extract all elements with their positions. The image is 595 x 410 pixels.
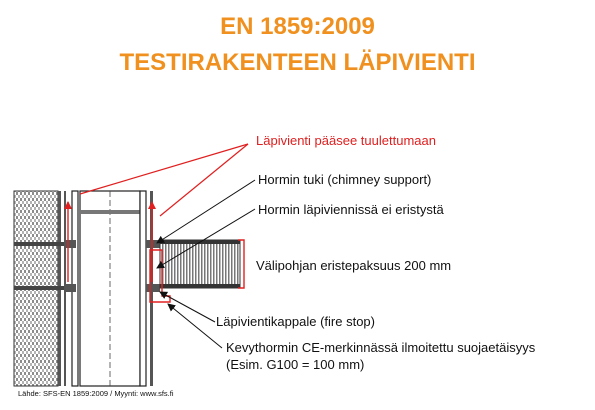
vent-callout-line-right	[160, 144, 248, 216]
leader-chimney-support	[157, 180, 255, 243]
floor-joist-left	[14, 242, 66, 246]
fire-stop-right-upper	[146, 240, 160, 248]
label-floor-insulation: Välipohjan eristepaksuus 200 mm	[256, 258, 452, 273]
source-note: Lähde: SFS-EN 1859:2009 / Myynti: www.sfs.fi	[18, 389, 174, 398]
fire-stop-left-lower	[64, 284, 76, 292]
label-ventilation: Läpivienti pääsee tuulettumaan	[256, 133, 436, 148]
label-ce-marking-line2: (Esim. G100 = 100 mm)	[226, 357, 365, 372]
chimney-flue-top-band	[80, 210, 140, 214]
vent-callout-line-left	[80, 144, 248, 194]
floor-joist-left-lower	[14, 286, 66, 290]
fire-stop-right-lower	[146, 284, 160, 292]
chimney-outer-wall-right	[140, 191, 146, 386]
label-no-insulation: Hormin läpiviennissä ei eristystä	[258, 202, 444, 217]
page-title-line2: TESTIRAKENTEEN LÄPIVIENTI	[119, 49, 476, 76]
floor-insulation-right	[160, 240, 240, 288]
page-title-line1: EN 1859:2009	[220, 13, 375, 40]
leader-fire-stop	[160, 292, 215, 322]
fire-stop-left-upper	[64, 240, 76, 248]
label-ce-marking-line1: Kevythormin CE-merkinnässä ilmoitettu suojaetäisyys	[226, 340, 536, 355]
floor-board-bottom	[160, 284, 240, 288]
label-chimney-support: Hormin tuki (chimney support)	[258, 172, 432, 187]
label-fire-stop: Läpivientikappale (fire stop)	[216, 314, 375, 329]
